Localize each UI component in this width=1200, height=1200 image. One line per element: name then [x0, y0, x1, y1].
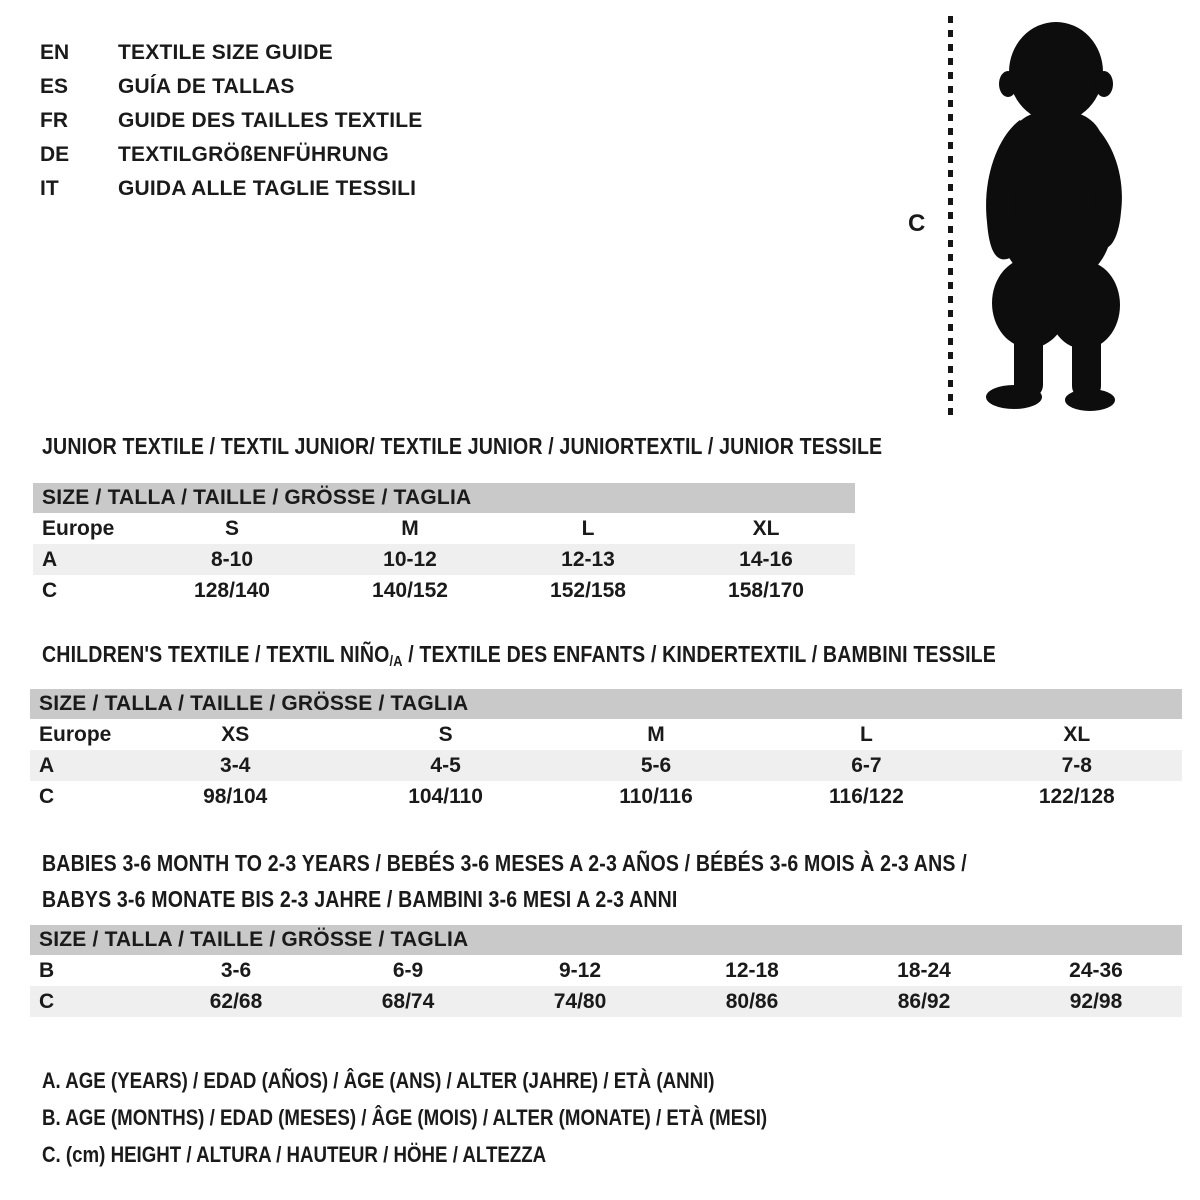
children-title-prefix: CHILDREN'S TEXTILE / TEXTIL NIÑO	[42, 641, 390, 667]
size-cell: XL	[1063, 722, 1091, 746]
language-label: TEXTILE SIZE GUIDE	[118, 41, 333, 64]
height-cell: 80/86	[725, 989, 779, 1013]
height-cell: 128/140	[194, 578, 270, 602]
table-row-age	[30, 750, 1182, 781]
row-label: Europe	[42, 516, 115, 540]
language-row-fr	[40, 104, 422, 138]
height-measure-dashed-line	[948, 16, 953, 416]
language-label: GUIDA ALLE TAGLIE TESSILI	[118, 177, 417, 200]
children-title-suffix: / TEXTILE DES ENFANTS / KINDERTEXTIL / BAMBINI TESSILE	[402, 641, 997, 667]
age-cell: 3-6	[220, 958, 252, 982]
children-section-title	[42, 641, 996, 670]
legend-footnotes	[42, 1062, 895, 1173]
junior-table-size-header: SIZE / TALLA / TAILLE / GRÖSSE / TAGLIA	[33, 483, 855, 513]
table-row-age-months	[30, 955, 1182, 986]
babies-table-size-header: SIZE / TALLA / TAILLE / GRÖSSE / TAGLIA	[30, 925, 1182, 955]
height-measure-label: C	[908, 210, 926, 237]
table-row-height	[33, 575, 855, 606]
height-cell: 122/128	[1038, 784, 1115, 808]
height-cell: 116/122	[829, 784, 904, 808]
height-cell: 98/104	[203, 784, 268, 808]
height-cell: 158/170	[728, 578, 804, 602]
age-cell: 9-12	[558, 958, 602, 982]
age-cell: 12-18	[725, 958, 779, 982]
height-cell: 68/74	[381, 989, 435, 1013]
table-row-europe	[30, 719, 1182, 750]
size-cell: S	[224, 516, 239, 540]
size-cell: L	[581, 516, 595, 540]
row-label: Europe	[39, 722, 112, 746]
table-row-age	[33, 544, 855, 575]
row-label: C	[39, 784, 55, 808]
language-list	[40, 36, 422, 206]
age-cell: 6-9	[392, 958, 424, 982]
baby-silhouette-icon	[968, 18, 1140, 412]
height-cell: 140/152	[372, 578, 448, 602]
language-label: GUÍA DE TALLAS	[118, 75, 295, 98]
size-cell: XL	[752, 516, 780, 540]
height-cell: 74/80	[553, 989, 607, 1013]
height-cell: 110/116	[619, 784, 693, 808]
table-row-europe	[33, 513, 855, 544]
age-cell: 5-6	[640, 753, 672, 777]
row-label: C	[42, 578, 58, 602]
height-cell: 62/68	[209, 989, 263, 1013]
children-table-size-header: SIZE / TALLA / TAILLE / GRÖSSE / TAGLIA	[30, 689, 1182, 719]
language-code: DE	[40, 143, 70, 166]
age-cell: 14-16	[739, 547, 793, 571]
language-code: IT	[40, 177, 59, 200]
age-cell: 18-24	[897, 958, 951, 982]
babies-size-table	[30, 925, 1182, 1017]
size-cell: S	[438, 722, 453, 746]
height-cell: 104/110	[408, 784, 483, 808]
table-row-height	[30, 986, 1182, 1017]
size-cell: M	[647, 722, 665, 746]
age-cell: 12-13	[561, 547, 615, 571]
height-cell: 86/92	[897, 989, 951, 1013]
children-title-subscript: /A	[389, 653, 403, 670]
row-label: A	[39, 753, 55, 777]
babies-title-line2: BABYS 3-6 MONATE BIS 2-3 JAHRE / BAMBINI 3-6 MESI A 2-3 ANNI	[42, 886, 678, 912]
language-code: ES	[40, 75, 69, 98]
age-cell: 8-10	[210, 547, 254, 571]
row-label: B	[39, 958, 55, 982]
children-size-table	[30, 689, 1182, 812]
language-label: TEXTILGRÖßENFÜHRUNG	[118, 143, 389, 166]
language-code: FR	[40, 109, 68, 132]
babies-section-title	[42, 845, 967, 917]
language-code: EN	[40, 41, 70, 64]
height-cell: 92/98	[1069, 989, 1123, 1013]
age-cell: 7-8	[1061, 753, 1092, 777]
language-row-it	[40, 172, 422, 206]
size-cell: L	[859, 722, 873, 746]
junior-section-title: JUNIOR TEXTILE / TEXTIL JUNIOR/ TEXTILE JUNIOR / JUNIORTEXTIL / JUNIOR TESSILE	[42, 433, 883, 459]
size-cell: XS	[221, 722, 250, 746]
language-label: GUIDE DES TAILLES TEXTILE	[118, 109, 423, 132]
language-row-en	[40, 36, 422, 70]
age-cell: 10-12	[383, 547, 437, 571]
size-cell: M	[401, 516, 419, 540]
height-cell: 152/158	[550, 578, 626, 602]
age-cell: 24-36	[1069, 958, 1123, 982]
language-row-de	[40, 138, 422, 172]
row-label: A	[42, 547, 58, 571]
footnote-age-months: B. AGE (MONTHS) / EDAD (MESES) / ÂGE (MOIS) / ALTER (MONATE) / ETÀ (MESI)	[42, 1104, 768, 1130]
age-cell: 6-7	[851, 753, 882, 777]
footnote-height-cm: C. (cm) HEIGHT / ALTURA / HAUTEUR / HÖHE / ALTEZZA	[42, 1141, 547, 1167]
junior-size-table	[33, 483, 855, 606]
table-row-height	[30, 781, 1182, 812]
footnote-age-years: A. AGE (YEARS) / EDAD (AÑOS) / ÂGE (ANS) / ALTER (JAHRE) / ETÀ (ANNI)	[42, 1067, 715, 1093]
language-row-es	[40, 70, 422, 104]
age-cell: 3-4	[220, 753, 251, 777]
age-cell: 4-5	[430, 753, 461, 777]
row-label: C	[39, 989, 55, 1013]
babies-title-line1: BABIES 3-6 MONTH TO 2-3 YEARS / BEBÉS 3-6 MESES A 2-3 AÑOS / BÉBÉS 3-6 MOIS À 2-3 ANS /	[42, 850, 967, 876]
